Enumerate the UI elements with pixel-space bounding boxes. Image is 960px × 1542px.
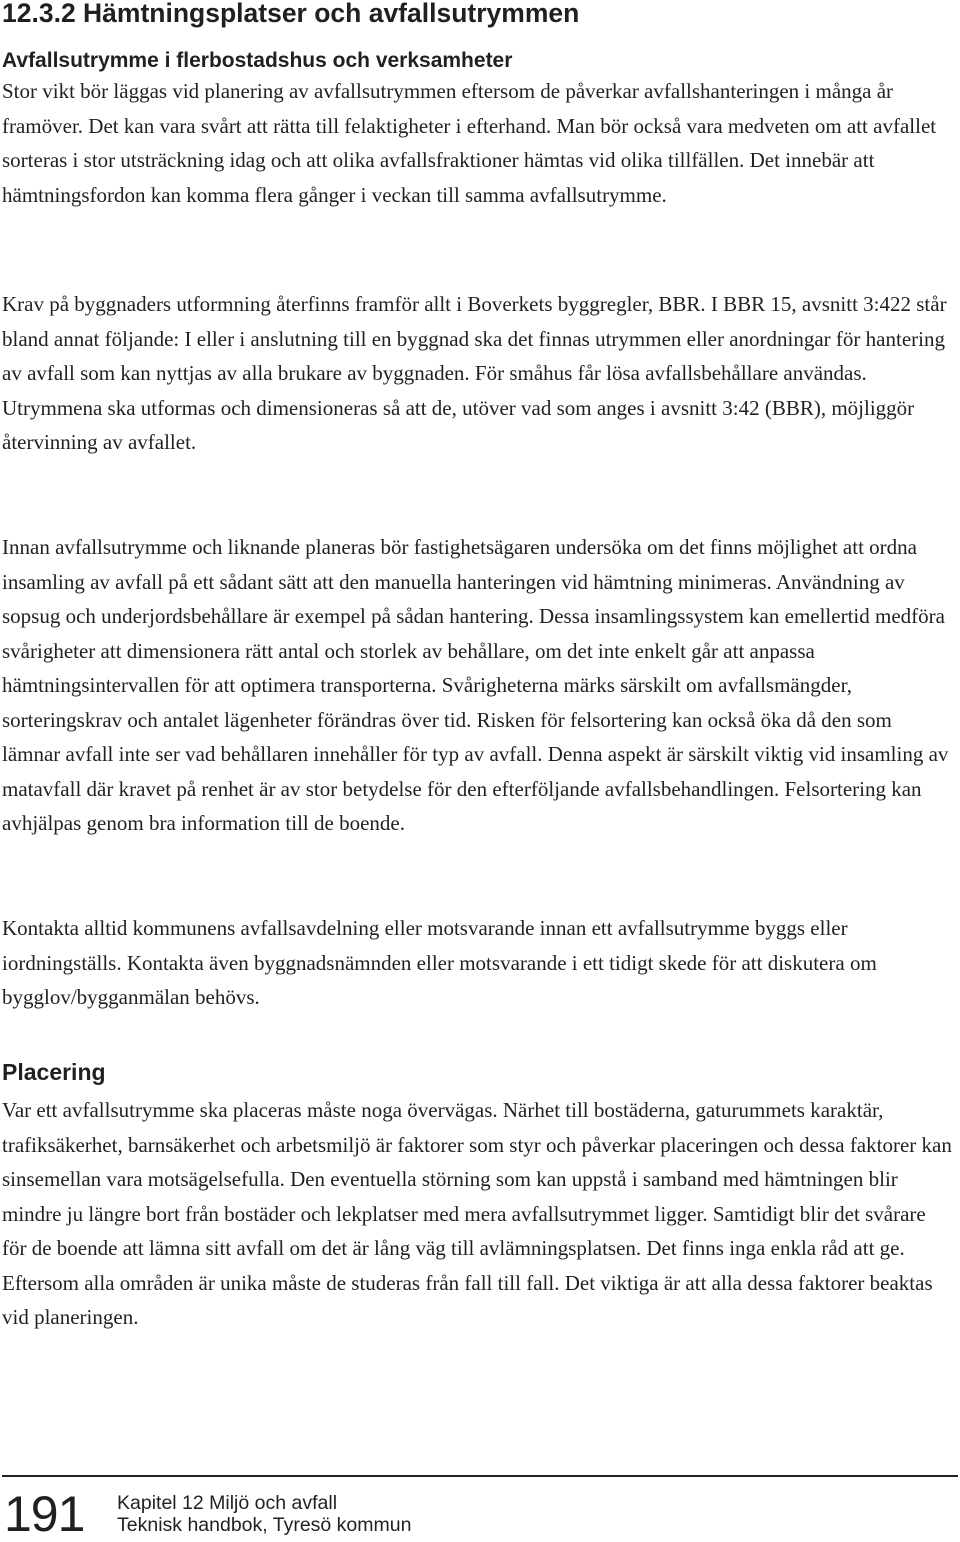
footer-chapter: Kapitel 12 Miljö och avfall <box>117 1492 338 1514</box>
paragraph: Kontakta alltid kommunens avfallsavdelning eller motsvarande innan ett avfallsutrymme byggs eller iordningställs. Kontakta även byggnadsnämnden eller motsvarande i ett tidigt skede för att diskutera om bygglov/bygganmälan behövs. <box>2 916 877 1009</box>
footer-text <box>117 1492 411 1536</box>
paragraph: Stor vikt bör läggas vid planering av avfallsutrymmen eftersom de påverkar avfallshanteringen i många år framöver. Det kan vara svårt att rätta till felaktigheter i efterhand. Man bör också vara medveten om att avfallet sorteras i stor utsträckning idag och att olika avfallsfraktioner hämtas vid olika tillfällen. Det innebär att hämtningsfordon kan komma flera gånger i veckan till samma avfallsutrymme. <box>2 79 937 207</box>
section-heading: 12.3.2 Hämtningsplatser och avfallsutrymmen <box>2 0 580 28</box>
page-number: 191 <box>4 1486 85 1542</box>
footer-divider <box>2 1475 958 1477</box>
subheading-placering: Placering <box>2 1059 106 1085</box>
footer-publication: Teknisk handbok, Tyresö kommun <box>117 1514 412 1536</box>
paragraph: Krav på byggnaders utformning återfinns framför allt i Boverkets byggregler, BBR. I BBR 15, avsnitt 3:422 står bland annat följande: I eller i anslutning till en byggnad ska det finnas utrymmen eller anordningar för hantering av avfall som kan nyttjas av alla brukare av byggnaden. För småhus får lösa avfallsbehållare användas. Utrymmena ska utformas och dimensioneras så att de, utöver vad som anges i avsnitt 3:42 (BBR), möjliggör återvinning av avfallet. <box>2 292 947 454</box>
paragraph: Innan avfallsutrymme och liknande planeras bör fastighetsägaren undersöka om det finns möjlighet att ordna insamling av avfall på ett sådant sätt att den manuella hanteringen vid hämtning minimeras. Användning av sopsug och underjordsbehållare är exempel på sådan hantering. Dessa insamlingssystem kan emellertid medföra svårigheter att dimensionera rätt antal och storlek av behållare, om det inte enkelt går att anpassa hämtningsintervallen för att optimera transporterna. Svårigheterna märks särskilt om avfallsmängder, sorteringskrav och antalet lägenheter förändras över tid. Risken för felsortering kan också öka då den som lämnar avfall inte ser vad behållaren innehåller för typ av avfall. Denna aspekt är särskilt viktig vid insamling av matavfall där kravet på renhet är av stor betydelse för den efterföljande avfallsbehandlingen. Felsortering kan avhjälpas genom bra information till de boende. <box>2 535 949 835</box>
subheading-avfallsutrymme: Avfallsutrymme i flerbostadshus och verksamheter <box>2 49 513 72</box>
paragraph: Var ett avfallsutrymme ska placeras måste noga övervägas. Närhet till bostäderna, gaturummets karaktär, trafiksäkerhet, barnsäkerhet och arbetsmiljö är faktorer som styr och påverkar placeringen och dessa faktorer kan sinsemellan vara motsägelsefulla. Den eventuella störning som kan uppstå i samband med hämtningen blir mindre ju längre bort från bostäder och lekplatser med mera avfallsutrymmet ligger. Samtidigt blir det svårare för de boende att lämna sitt avfall om det är lång väg till avlämningsplatsen. Det finns inga enkla råd att ge. Eftersom alla områden är unika måste de studeras från fall till fall. Det viktiga är att alla dessa faktorer beaktas vid planeringen. <box>2 1098 952 1329</box>
